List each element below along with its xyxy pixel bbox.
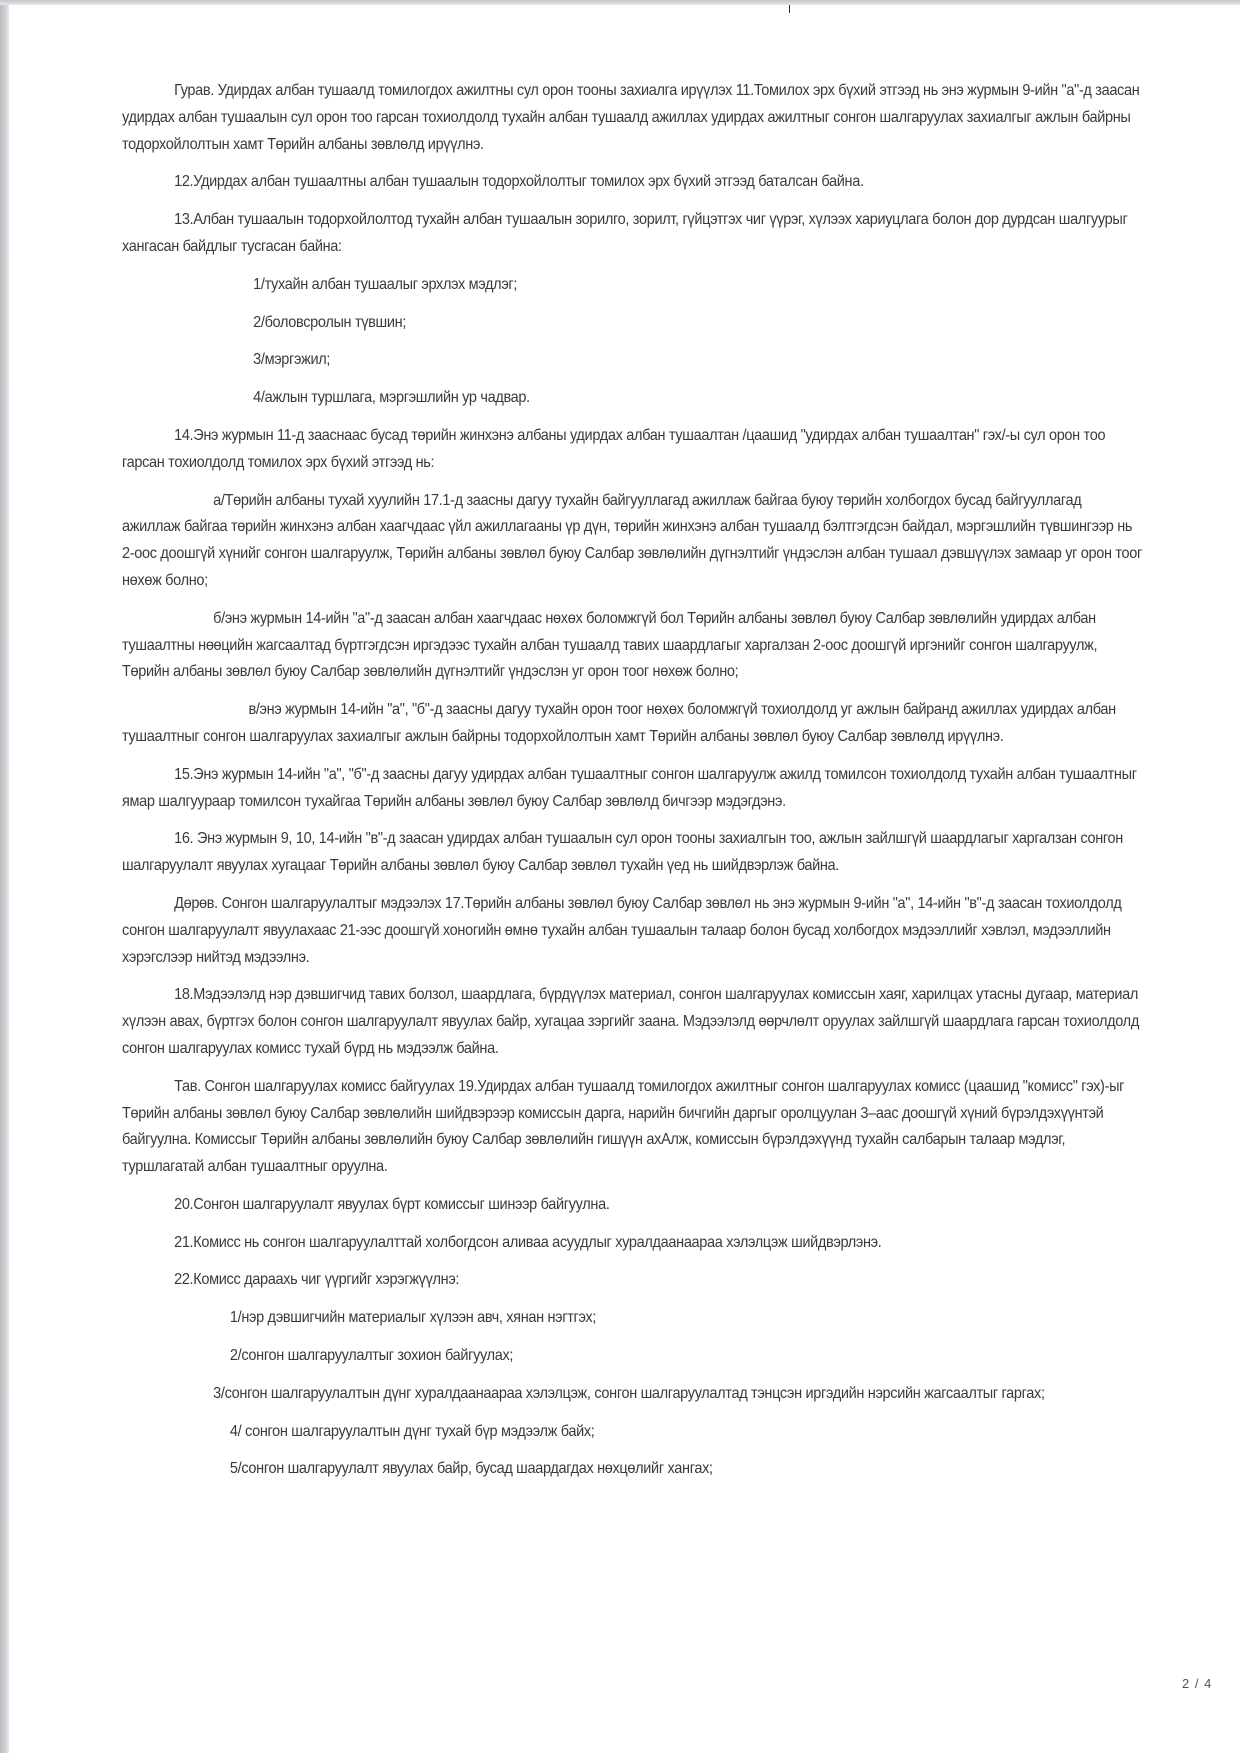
article-12: 12.Удирдах албан тушаалтны албан тушаалын тодорхойлолтыг томилох эрх бүхий этгээд баталсан байна. <box>174 173 864 191</box>
article-13-item-3: 3/мэргэжил; <box>253 351 331 369</box>
page-indicator: 2 / 4 <box>1182 1676 1213 1691</box>
article-13-item-2: 2/боловсролын түвшин; <box>253 313 407 331</box>
article-14-item-v: в/энэ журмын 14-ийн "а", "б"-д заасны дагуу тухайн орон тоог нөхөх боломжгүй тохиолдолд уг ажлын байранд ажиллах удирдах албан тушаалтныг сонгон шалгаруулах захиалгыг ажлын байрны тодорхойлолтын хамт Төрийн албаны зөвлөл буюу Салбар зөвлөлд ирүүлнэ. <box>122 701 1116 745</box>
scan-artifact-mark <box>789 5 790 13</box>
article-22-item-2: 2/сонгон шалгаруулалтыг зохион байгуулах; <box>229 1347 514 1365</box>
article-22-item-5: 5/сонгон шалгаруулалт явуулах байр, бусад шаардагдах нөхцөлийг хангах; <box>229 1460 713 1478</box>
scan-margin-left <box>0 0 9 1753</box>
article-13-item-1: 1/тухайн албан тушаалыг эрхлэх мэдлэг; <box>253 275 518 293</box>
article-13-item-4: 4/ажлын туршлага, мэргэшлийн ур чадвар. <box>253 389 530 407</box>
article-15: 15.Энэ журмын 14-ийн "а", "б"-д заасны дагуу удирдах албан тушаалтныг сонгон шалгаруулж ажилд томилсон тохиолдолд тухайн албан тушаалтныг ямар шалгуураар томилсон тухайгаа Төрийн албаны зөвлөл буюу Салбар зөвлөлд бичгээр мэдэгдэнэ. <box>122 765 1137 810</box>
article-14-item-b: б/энэ журмын 14-ийн "а"-д заасан албан хаагчдаас нөхөх боломжгүй бол Төрийн албаны зөвлөл буюу Салбар зөвлөлийн удирдах албан тушаалтны нөөцийн жагсаалтад бүртгэгдсэн иргэдээс тухайн албан тушаалд тавих шаардлагыг харгалзан 2-оос доошгүй иргэнийг сонгон шалгаруулж, Төрийн албаны зөвлөл буюу Салбар зөвлөлийн дүгнэлтийг үндэслэн уг орон тоог нөхөж болно; <box>122 609 1098 681</box>
document-page <box>122 78 1142 1494</box>
article-22-item-4: 4/ сонгон шалгаруулалтын дүнг тухай бүр мэдээлж байх; <box>229 1422 595 1440</box>
article-14: 14.Энэ журмын 11-д зааснаас бусад төрийн жинхэнэ албаны удирдах албан тушаалтан /цаашид "удирдах албан тушаалтан" гэх/-ы сул орон тоо гарсан тохиолдолд томилох эрх бүхий этгээд нь: <box>122 426 1106 471</box>
article-13: 13.Албан тушаалын тодорхойлолтод тухайн албан тушаалын зорилго, зорилт, гүйцэтгэх чиг үүрэг, хүлээх хариуцлага болон дор дурдсан шалгуурыг хангасан байдлыг тусгасан байна: <box>122 211 1128 255</box>
section-three-article-11: Гурав. Удирдах албан тушаалд томилогдох ажилтны сул орон тооны захиалга ирүүлэх 11.Томилох эрх бүхий этгээд нь энэ журмын 9-ийн "а"-д заасан удирдах албан тушаалын сул орон тоо гарсан тохиолдолд тухайн албан тушаалд ажиллах удирдах ажилтныг сонгон шалгаруулах захиалгыг ажлын байрны тодорхойлолтын хамт Төрийн албаны зөвлөлд ирүүлнэ. <box>122 82 1140 153</box>
article-14-item-a: а/Төрийн албаны тухай хуулийн 17.1-д заасны дагуу тухайн байгууллагад ажиллаж байгаа буюу төрийн холбогдох бусад байгууллагад ажиллаж байгаа төрийн жинхэнэ албан хаагчдаас үйл ажиллагааны үр дүн, төрийн жинхэнэ албан тушаалд бэлтгэгдсэн байдал, мэргэшлийн түвшингээр нь 2-оос доошгүй хүнийг сонгон шалгаруулж, Төрийн албаны зөвлөл буюу Салбар зөвлөлийн дүгнэлтийг үндэслэн албан тушаал дэвшүүлэх замаар уг орон тоог нөхөж болно; <box>122 491 1143 589</box>
article-16: 16. Энэ журмын 9, 10, 14-ийн "в"-д заасан удирдах албан тушаалын сул орон тооны захиалгын тоо, ажлын зайлшгүй шаардлагыг харгалзан сонгон шалгаруулалт явуулах хугацааг Төрийн албаны зөвлөл буюу Салбар зөвлөл тухайн үед нь шийдвэрлэж байна. <box>122 830 1123 875</box>
article-18: 18.Мэдээлэлд нэр дэвшигчид тавих болзол, шаардлага, бүрдүүлэх материал, сонгон шалгаруулах комиссын хаяг, харилцах утасны дугаар, материал хүлээн авах, бүртгэх болон сонгон шалгаруулалт явуулах байр, хугацаа зэргийг заана. Мэдээлэлд өөрчлөлт оруулах зайлшгүй шаардлага гарсан тохиолдолд сонгон шалгаруулах комисс тухай бүрд нь мэдээлж байна. <box>122 986 1139 1057</box>
article-22: 22.Комисс дараахь чиг үүргийг хэрэгжүүлнэ: <box>174 1271 460 1289</box>
article-22-item-1: 1/нэр дэвшигчийн материалыг хүлээн авч, хянан нэгтгэх; <box>229 1309 597 1327</box>
section-five-article-19: Тав. Сонгон шалгаруулах комисс байгуулах 19.Удирдах албан тушаалд томилогдох ажилтныг сонгон шалгаруулах комисс (цаашид "комисс" гэх)-ыг Төрийн албаны зөвлөл буюу Салбар зөвлөлийн шийдвэрээр комиссын дарга, нарийн бичгийн даргыг оролцуулан 3–аас доошгүй хүний бүрэлдэхүүнтэй байгуулна. Комиссыг Төрийн албаны зөвлөлийн буюу Салбар зөвлөлийн гишүүн ахАлж, комиссын бүрэлдэхүүнд тухайн салбарын талаар мэдлэг, туршлагатай албан тушаалтныг оруулна. <box>122 1077 1125 1176</box>
article-22-item-3: 3/сонгон шалгаруулалтын дүнг хуралдаанаараа хэлэлцэж, сонгон шалгаруулалтад тэнцсэн иргэдийн нэрсийн жагсаалтыг гаргах; <box>213 1384 1045 1402</box>
scan-margin-top <box>0 0 1240 5</box>
section-four-article-17: Дөрөв. Сонгон шалгаруулалтыг мэдээлэх 17.Төрийн албаны зөвлөл буюу Салбар зөвлөл нь энэ журмын 9-ийн "а", 14-ийн "в"-д заасан тохиолдолд сонгон шалгаруулалт явуулахаас 21-ээс доошгүй хоногийн өмнө тухайн албан тушаалын талаар болон бусад холбогдох мэдээллийг хэвлэл, мэдээллийн хэрэгслээр нийтэд мэдээлнэ. <box>122 894 1122 966</box>
article-20: 20.Сонгон шалгаруулалт явуулах бүрт комиссыг шинээр байгуулна. <box>174 1195 610 1213</box>
article-21: 21.Комисс нь сонгон шалгаруулалттай холбогдсон аливаа асуудлыг хуралдаанаараа хэлэлцэж шийдвэрлэнэ. <box>174 1233 882 1251</box>
